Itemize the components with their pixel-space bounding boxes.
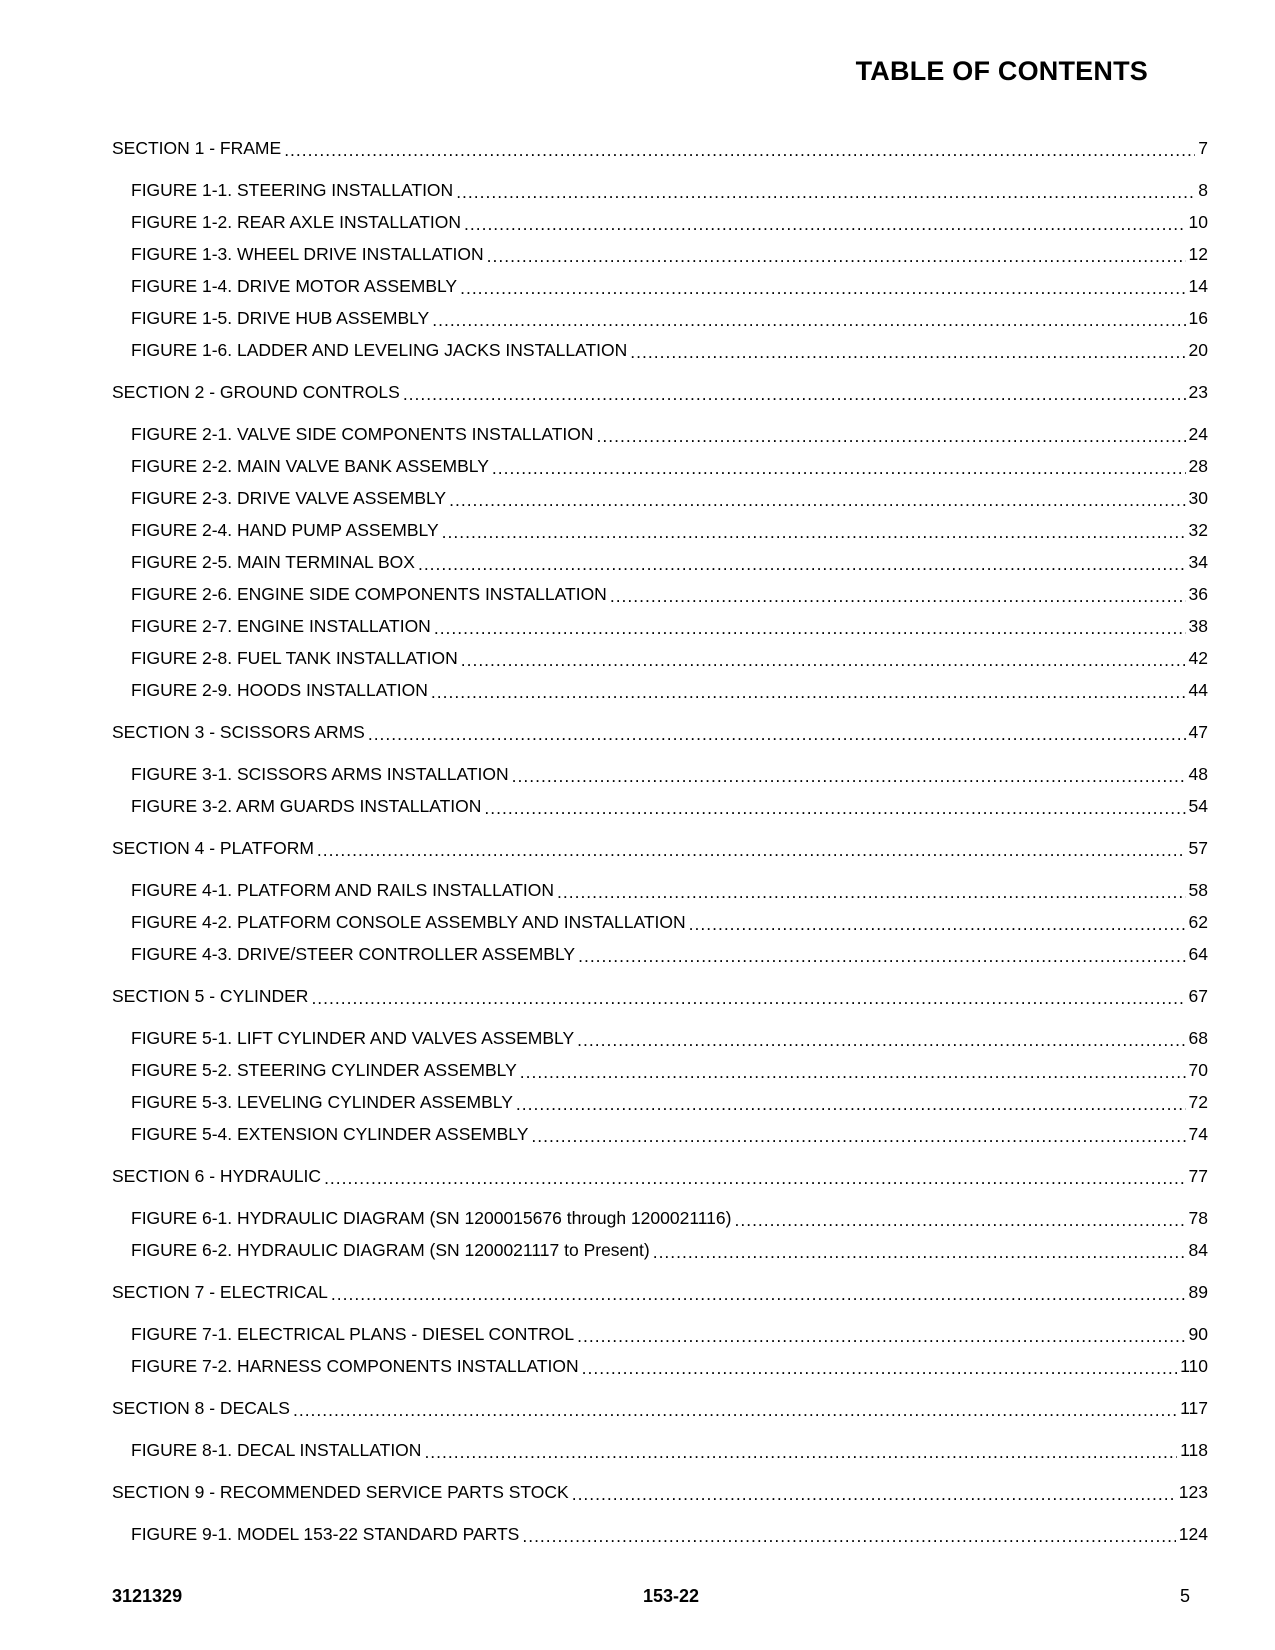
dot-leader bbox=[572, 1484, 1176, 1504]
figure-title: FIGURE 1-1. STEERING INSTALLATION bbox=[131, 180, 454, 200]
section-page-number: 47 bbox=[1188, 722, 1208, 742]
figure-title: FIGURE 2-2. MAIN VALVE BANK ASSEMBLY bbox=[131, 456, 489, 476]
dot-leader bbox=[492, 458, 1186, 478]
toc-figure-entry[interactable] bbox=[112, 1518, 1208, 1550]
dot-leader bbox=[582, 1358, 1177, 1378]
section-title: SECTION 6 - HYDRAULIC bbox=[112, 1166, 322, 1186]
toc-figure-entry[interactable] bbox=[112, 1022, 1208, 1054]
figure-title: FIGURE 3-1. SCISSORS ARMS INSTALLATION bbox=[131, 764, 509, 784]
figure-title: FIGURE 4-1. PLATFORM AND RAILS INSTALLATION bbox=[131, 880, 554, 900]
dot-leader bbox=[456, 182, 1195, 202]
figure-title: FIGURE 2-4. HAND PUMP ASSEMBLY bbox=[131, 520, 439, 540]
section-page-number: 123 bbox=[1178, 1482, 1208, 1502]
figure-page-number: 84 bbox=[1188, 1240, 1208, 1260]
figure-page-number: 124 bbox=[1178, 1524, 1208, 1544]
figure-page-number: 72 bbox=[1188, 1092, 1208, 1112]
figure-page-number: 62 bbox=[1188, 912, 1208, 932]
figure-page-number: 32 bbox=[1188, 520, 1208, 540]
figure-title: FIGURE 1-5. DRIVE HUB ASSEMBLY bbox=[131, 308, 430, 328]
figure-page-number: 20 bbox=[1188, 340, 1208, 360]
figure-page-number: 110 bbox=[1180, 1356, 1208, 1376]
footer-page-number: 5 bbox=[1180, 1586, 1191, 1606]
dot-leader bbox=[484, 798, 1185, 818]
figure-page-number: 90 bbox=[1188, 1324, 1208, 1344]
figure-title: FIGURE 1-4. DRIVE MOTOR ASSEMBLY bbox=[131, 276, 458, 296]
toc-figure-entry[interactable] bbox=[112, 610, 1208, 642]
figure-title: FIGURE 2-8. FUEL TANK INSTALLATION bbox=[131, 648, 458, 668]
figure-title: FIGURE 2-3. DRIVE VALVE ASSEMBLY bbox=[131, 488, 447, 508]
dot-leader bbox=[293, 1400, 1177, 1420]
section-page-number: 57 bbox=[1188, 838, 1208, 858]
figure-title: FIGURE 9-1. MODEL 153-22 STANDARD PARTS bbox=[131, 1524, 520, 1544]
figure-page-number: 64 bbox=[1188, 944, 1208, 964]
figure-title: FIGURE 2-6. ENGINE SIDE COMPONENTS INSTALLATION bbox=[131, 584, 607, 604]
figure-page-number: 78 bbox=[1188, 1208, 1208, 1228]
figure-title: FIGURE 5-4. EXTENSION CYLINDER ASSEMBLY bbox=[131, 1124, 529, 1144]
section-page-number: 7 bbox=[1198, 138, 1208, 158]
figure-title: FIGURE 7-2. HARNESS COMPONENTS INSTALLATION bbox=[131, 1356, 579, 1376]
toc-section-entry[interactable] bbox=[112, 716, 1208, 748]
dot-leader bbox=[734, 1210, 1185, 1230]
figure-title: FIGURE 6-2. HYDRAULIC DIAGRAM (SN 1200021117 to Present) bbox=[131, 1240, 650, 1260]
figure-title: FIGURE 5-2. STEERING CYLINDER ASSEMBLY bbox=[131, 1060, 517, 1080]
toc-figure-entry[interactable] bbox=[112, 514, 1208, 546]
toc-figure-entry[interactable] bbox=[112, 450, 1208, 482]
dot-leader bbox=[522, 1526, 1175, 1546]
toc-figure-entry[interactable] bbox=[112, 758, 1208, 790]
section-title: SECTION 4 - PLATFORM bbox=[112, 838, 314, 858]
dot-leader bbox=[432, 310, 1185, 330]
dot-leader bbox=[311, 988, 1185, 1008]
toc-section-entry[interactable] bbox=[112, 1476, 1208, 1508]
figure-page-number: 74 bbox=[1188, 1124, 1208, 1144]
figure-title: FIGURE 5-1. LIFT CYLINDER AND VALVES ASSEMBLY bbox=[131, 1028, 575, 1048]
dot-leader bbox=[520, 1062, 1186, 1082]
toc-figure-entry[interactable] bbox=[112, 1234, 1208, 1266]
toc-figure-entry[interactable] bbox=[112, 642, 1208, 674]
toc-figure-entry[interactable] bbox=[112, 174, 1208, 206]
figure-page-number: 10 bbox=[1188, 212, 1208, 232]
figure-title: FIGURE 8-1. DECAL INSTALLATION bbox=[131, 1440, 422, 1460]
section-page-number: 67 bbox=[1188, 986, 1208, 1006]
toc-figure-entry[interactable] bbox=[112, 578, 1208, 610]
figure-page-number: 14 bbox=[1188, 276, 1208, 296]
figure-page-number: 70 bbox=[1188, 1060, 1208, 1080]
section-title: SECTION 7 - ELECTRICAL bbox=[112, 1282, 328, 1302]
dot-leader bbox=[284, 140, 1195, 160]
dot-leader bbox=[577, 1030, 1185, 1050]
toc-figure-entry[interactable] bbox=[112, 1202, 1208, 1234]
toc-figure-entry[interactable] bbox=[112, 302, 1208, 334]
toc-figure-entry[interactable] bbox=[112, 906, 1208, 938]
section-page-number: 77 bbox=[1188, 1166, 1208, 1186]
dot-leader bbox=[431, 682, 1186, 702]
figure-page-number: 8 bbox=[1198, 180, 1208, 200]
dot-leader bbox=[449, 490, 1185, 510]
figure-page-number: 28 bbox=[1188, 456, 1208, 476]
figure-title: FIGURE 2-9. HOODS INSTALLATION bbox=[131, 680, 428, 700]
figure-page-number: 42 bbox=[1188, 648, 1208, 668]
figure-title: FIGURE 1-2. REAR AXLE INSTALLATION bbox=[131, 212, 461, 232]
toc-figure-entry[interactable] bbox=[112, 1434, 1208, 1466]
toc-figure-entry[interactable] bbox=[112, 674, 1208, 706]
toc-section-entry[interactable] bbox=[112, 132, 1208, 164]
figure-page-number: 38 bbox=[1188, 616, 1208, 636]
dot-leader bbox=[464, 214, 1186, 234]
figure-page-number: 58 bbox=[1188, 880, 1208, 900]
dot-leader bbox=[597, 426, 1186, 446]
toc-section-entry[interactable] bbox=[112, 376, 1208, 408]
dot-leader bbox=[424, 1442, 1177, 1462]
dot-leader bbox=[512, 766, 1186, 786]
figure-title: FIGURE 7-1. ELECTRICAL PLANS - DIESEL CONTROL bbox=[131, 1324, 575, 1344]
dot-leader bbox=[368, 724, 1186, 744]
figure-page-number: 30 bbox=[1188, 488, 1208, 508]
dot-leader bbox=[557, 882, 1186, 902]
dot-leader bbox=[516, 1094, 1186, 1114]
page-title: TABLE OF CONTENTS bbox=[855, 56, 1148, 86]
section-title: SECTION 1 - FRAME bbox=[112, 138, 282, 158]
dot-leader bbox=[630, 342, 1185, 362]
table-of-contents bbox=[112, 132, 1208, 1550]
toc-figure-entry[interactable] bbox=[112, 1118, 1208, 1150]
toc-figure-entry[interactable] bbox=[112, 874, 1208, 906]
figure-page-number: 118 bbox=[1180, 1440, 1208, 1460]
figure-title: FIGURE 6-1. HYDRAULIC DIAGRAM (SN 1200015676 through 1200021116) bbox=[131, 1208, 732, 1228]
toc-figure-entry[interactable] bbox=[112, 1350, 1208, 1382]
toc-figure-entry[interactable] bbox=[112, 270, 1208, 302]
footer-model: 153-22 bbox=[643, 1586, 700, 1606]
dot-leader bbox=[578, 946, 1185, 966]
figure-title: FIGURE 2-1. VALVE SIDE COMPONENTS INSTALLATION bbox=[131, 424, 594, 444]
dot-leader bbox=[653, 1242, 1186, 1262]
figure-title: FIGURE 2-7. ENGINE INSTALLATION bbox=[131, 616, 431, 636]
dot-leader bbox=[442, 522, 1186, 542]
toc-section-entry[interactable] bbox=[112, 1276, 1208, 1308]
toc-figure-entry[interactable] bbox=[112, 334, 1208, 366]
dot-leader bbox=[487, 246, 1186, 266]
section-title: SECTION 2 - GROUND CONTROLS bbox=[112, 382, 400, 402]
dot-leader bbox=[434, 618, 1186, 638]
dot-leader bbox=[331, 1284, 1186, 1304]
dot-leader bbox=[461, 650, 1186, 670]
dot-leader bbox=[610, 586, 1186, 606]
figure-title: FIGURE 2-5. MAIN TERMINAL BOX bbox=[131, 552, 415, 572]
toc-section-entry[interactable] bbox=[112, 980, 1208, 1012]
toc-section-entry[interactable] bbox=[112, 1392, 1208, 1424]
figure-page-number: 54 bbox=[1188, 796, 1208, 816]
footer-doc-number: 3121329 bbox=[112, 1586, 183, 1606]
figure-page-number: 48 bbox=[1188, 764, 1208, 784]
toc-figure-entry[interactable] bbox=[112, 482, 1208, 514]
figure-page-number: 34 bbox=[1188, 552, 1208, 572]
figure-title: FIGURE 3-2. ARM GUARDS INSTALLATION bbox=[131, 796, 482, 816]
figure-page-number: 12 bbox=[1188, 244, 1208, 264]
figure-page-number: 68 bbox=[1188, 1028, 1208, 1048]
dot-leader bbox=[403, 384, 1186, 404]
dot-leader bbox=[418, 554, 1186, 574]
toc-figure-entry[interactable] bbox=[112, 238, 1208, 270]
toc-section-entry[interactable] bbox=[112, 832, 1208, 864]
figure-page-number: 16 bbox=[1188, 308, 1208, 328]
section-title: SECTION 9 - RECOMMENDED SERVICE PARTS STOCK bbox=[112, 1482, 569, 1502]
dot-leader bbox=[460, 278, 1185, 298]
toc-figure-entry[interactable] bbox=[112, 546, 1208, 578]
figure-page-number: 36 bbox=[1188, 584, 1208, 604]
dot-leader bbox=[317, 840, 1186, 860]
toc-figure-entry[interactable] bbox=[112, 1054, 1208, 1086]
section-page-number: 23 bbox=[1188, 382, 1208, 402]
figure-title: FIGURE 4-3. DRIVE/STEER CONTROLLER ASSEMBLY bbox=[131, 944, 576, 964]
section-title: SECTION 5 - CYLINDER bbox=[112, 986, 309, 1006]
section-title: SECTION 8 - DECALS bbox=[112, 1398, 290, 1418]
section-title: SECTION 3 - SCISSORS ARMS bbox=[112, 722, 365, 742]
figure-page-number: 44 bbox=[1188, 680, 1208, 700]
dot-leader bbox=[689, 914, 1186, 934]
dot-leader bbox=[577, 1326, 1185, 1346]
figure-title: FIGURE 1-3. WHEEL DRIVE INSTALLATION bbox=[131, 244, 484, 264]
toc-figure-entry[interactable] bbox=[112, 1318, 1208, 1350]
toc-figure-entry[interactable] bbox=[112, 1086, 1208, 1118]
toc-figure-entry[interactable] bbox=[112, 938, 1208, 970]
toc-figure-entry[interactable] bbox=[112, 418, 1208, 450]
section-page-number: 117 bbox=[1180, 1398, 1208, 1418]
toc-section-entry[interactable] bbox=[112, 1160, 1208, 1192]
toc-figure-entry[interactable] bbox=[112, 206, 1208, 238]
figure-page-number: 24 bbox=[1188, 424, 1208, 444]
toc-figure-entry[interactable] bbox=[112, 790, 1208, 822]
dot-leader bbox=[531, 1126, 1185, 1146]
dot-leader bbox=[324, 1168, 1185, 1188]
figure-title: FIGURE 5-3. LEVELING CYLINDER ASSEMBLY bbox=[131, 1092, 513, 1112]
figure-title: FIGURE 1-6. LADDER AND LEVELING JACKS INSTALLATION bbox=[131, 340, 628, 360]
section-page-number: 89 bbox=[1188, 1282, 1208, 1302]
figure-title: FIGURE 4-2. PLATFORM CONSOLE ASSEMBLY AND INSTALLATION bbox=[131, 912, 686, 932]
